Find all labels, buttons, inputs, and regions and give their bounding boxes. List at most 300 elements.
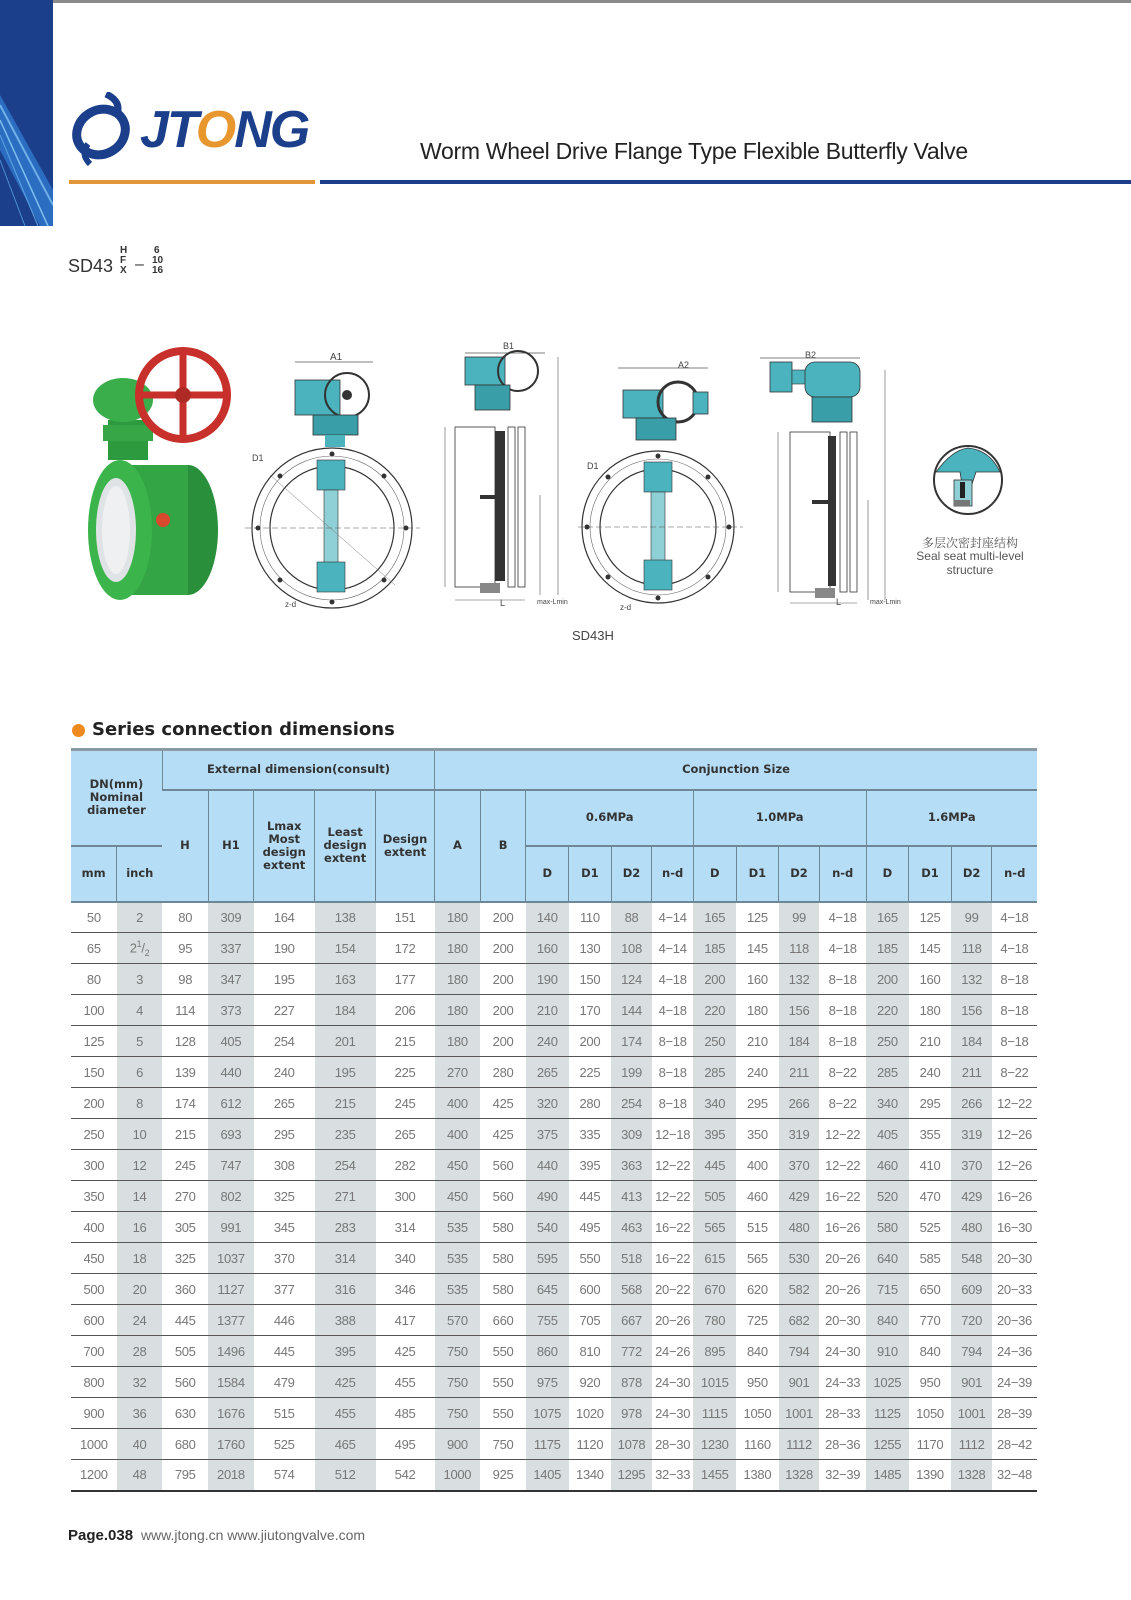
table-cell: 520 — [866, 1181, 909, 1212]
table-cell: 515 — [736, 1212, 779, 1243]
header-16-d1: D1 — [909, 846, 952, 902]
table-cell: 1037 — [208, 1243, 254, 1274]
table-cell: $2^1/_2$ — [117, 933, 163, 964]
table-cell: 1255 — [866, 1429, 909, 1460]
table-cell: 550 — [480, 1336, 526, 1367]
seat-option-f: F — [120, 255, 127, 266]
table-cell: 20−30 — [992, 1243, 1037, 1274]
header-16-d2: D2 — [951, 846, 992, 902]
table-cell: 770 — [909, 1305, 952, 1336]
table-row — [71, 1181, 1037, 1212]
table-cell: 24−30 — [652, 1367, 694, 1398]
table-cell: 1015 — [693, 1367, 736, 1398]
table-cell: 309 — [208, 902, 254, 933]
table-cell: 1025 — [866, 1367, 909, 1398]
table-cell: 1001 — [779, 1398, 820, 1429]
table-cell: 16−22 — [652, 1243, 694, 1274]
table-cell: 16−22 — [819, 1181, 866, 1212]
table-cell: 250 — [693, 1026, 736, 1057]
top-border — [0, 0, 1131, 3]
table-cell: 180 — [909, 995, 952, 1026]
table-cell: 316 — [315, 1274, 376, 1305]
header-06-nd: n-d — [652, 846, 694, 902]
table-cell: 500 — [71, 1274, 117, 1305]
table-cell: 4−18 — [992, 933, 1037, 964]
table-cell: 12−22 — [819, 1119, 866, 1150]
table-cell: 910 — [866, 1336, 909, 1367]
table-cell: 210 — [526, 995, 569, 1026]
table-cell: 28−39 — [992, 1398, 1037, 1429]
table-cell: 195 — [315, 1057, 376, 1088]
table-cell: 370 — [951, 1150, 992, 1181]
table-cell: 110 — [569, 902, 612, 933]
table-cell: 16−22 — [652, 1212, 694, 1243]
table-cell: 580 — [480, 1212, 526, 1243]
table-cell: 542 — [376, 1460, 435, 1491]
table-cell: 450 — [435, 1181, 481, 1212]
table-cell: 373 — [208, 995, 254, 1026]
table-cell: 900 — [71, 1398, 117, 1429]
table-cell: 151 — [376, 902, 435, 933]
table-cell: 600 — [569, 1274, 612, 1305]
table-cell: 495 — [376, 1429, 435, 1460]
table-cell: 12−18 — [652, 1119, 694, 1150]
side-view-drawing-b1 — [440, 345, 565, 615]
table-cell: 16 — [117, 1212, 163, 1243]
table-cell: 12−22 — [652, 1150, 694, 1181]
header-16-d: D — [866, 846, 909, 902]
table-cell: 160 — [736, 964, 779, 995]
table-cell: 340 — [376, 1243, 435, 1274]
table-cell: 460 — [866, 1150, 909, 1181]
table-cell: 295 — [736, 1088, 779, 1119]
table-cell: 991 — [208, 1212, 254, 1243]
dim-label-d1-b: D1 — [587, 461, 599, 471]
table-row — [71, 1460, 1037, 1491]
table-cell: 180 — [435, 964, 481, 995]
table-cell: 28−33 — [819, 1398, 866, 1429]
table-cell: 700 — [71, 1336, 117, 1367]
table-cell: 460 — [736, 1181, 779, 1212]
table-cell: 145 — [736, 933, 779, 964]
table-cell: 180 — [736, 995, 779, 1026]
table-cell: 1390 — [909, 1460, 952, 1491]
table-cell: 363 — [611, 1150, 652, 1181]
table-cell: 20−22 — [652, 1274, 694, 1305]
section-title: Series connection dimensions — [92, 719, 395, 740]
table-cell: 266 — [951, 1088, 992, 1119]
table-cell: 99 — [779, 902, 820, 933]
table-cell: 8 — [117, 1088, 163, 1119]
table-cell: 682 — [779, 1305, 820, 1336]
table-cell: 680 — [162, 1429, 208, 1460]
table-cell: 254 — [611, 1088, 652, 1119]
table-cell: 750 — [435, 1367, 481, 1398]
table-cell: 413 — [611, 1181, 652, 1212]
table-cell: 1200 — [71, 1460, 117, 1491]
table-cell: 245 — [376, 1088, 435, 1119]
table-cell: 780 — [693, 1305, 736, 1336]
table-cell: 1112 — [951, 1429, 992, 1460]
table-cell: 747 — [208, 1150, 254, 1181]
table-cell: 201 — [315, 1026, 376, 1057]
table-cell: 1120 — [569, 1429, 612, 1460]
table-cell: 28 — [117, 1336, 163, 1367]
table-cell: 1485 — [866, 1460, 909, 1491]
table-cell: 215 — [376, 1026, 435, 1057]
page-title: Worm Wheel Drive Flange Type Flexible Butterfly Valve — [420, 138, 968, 164]
table-cell: 548 — [951, 1243, 992, 1274]
table-cell: 200 — [866, 964, 909, 995]
table-cell: 283 — [315, 1212, 376, 1243]
table-cell: 211 — [951, 1057, 992, 1088]
table-cell: 8−18 — [652, 1026, 694, 1057]
table-cell: 410 — [909, 1150, 952, 1181]
table-cell: 574 — [254, 1460, 315, 1491]
table-cell: 265 — [376, 1119, 435, 1150]
table-cell: 150 — [71, 1057, 117, 1088]
table-cell: 350 — [736, 1119, 779, 1150]
table-cell: 800 — [71, 1367, 117, 1398]
table-cell: 200 — [480, 964, 526, 995]
table-cell: 300 — [376, 1181, 435, 1212]
pressure-option-16: 16 — [152, 265, 164, 276]
table-cell: 580 — [480, 1243, 526, 1274]
table-cell: 195 — [254, 964, 315, 995]
table-cell: 285 — [693, 1057, 736, 1088]
table-cell: 65 — [71, 933, 117, 964]
table-cell: 1170 — [909, 1429, 952, 1460]
table-cell: 377 — [254, 1274, 315, 1305]
table-cell: 125 — [71, 1026, 117, 1057]
table-cell: 612 — [208, 1088, 254, 1119]
table-cell: 125 — [736, 902, 779, 933]
table-cell: 32−39 — [819, 1460, 866, 1491]
table-cell: 24−30 — [652, 1398, 694, 1429]
table-cell: 350 — [71, 1181, 117, 1212]
table-cell: 8−18 — [819, 964, 866, 995]
table-cell: 266 — [779, 1088, 820, 1119]
seat-option-h: H — [120, 245, 128, 256]
table-cell: 20−26 — [819, 1243, 866, 1274]
table-cell: 164 — [254, 902, 315, 933]
table-cell: 480 — [951, 1212, 992, 1243]
header-0-6mpa: 0.6MPa — [526, 790, 694, 846]
dim-label-a1: A1 — [330, 352, 343, 363]
table-row — [71, 1119, 1037, 1150]
table-cell: 270 — [435, 1057, 481, 1088]
table-cell: 1760 — [208, 1429, 254, 1460]
table-cell: 300 — [71, 1150, 117, 1181]
table-row — [71, 1274, 1037, 1305]
table-cell: 560 — [162, 1367, 208, 1398]
table-cell: 337 — [208, 933, 254, 964]
table-cell: 88 — [611, 902, 652, 933]
table-cell: 6 — [117, 1057, 163, 1088]
table-cell: 180 — [435, 902, 481, 933]
table-row — [71, 1367, 1037, 1398]
table-cell: 14 — [117, 1181, 163, 1212]
table-cell: 325 — [162, 1243, 208, 1274]
table-cell: 32 — [117, 1367, 163, 1398]
dim-label-b1: B1 — [503, 341, 515, 351]
table-cell: 12−26 — [992, 1119, 1037, 1150]
table-cell: 755 — [526, 1305, 569, 1336]
table-cell: 174 — [162, 1088, 208, 1119]
table-cell: 725 — [736, 1305, 779, 1336]
table-cell: 12 — [117, 1150, 163, 1181]
table-cell: 170 — [569, 995, 612, 1026]
table-cell: 180 — [435, 995, 481, 1026]
table-cell: 1295 — [611, 1460, 652, 1491]
table-cell: 560 — [480, 1150, 526, 1181]
header-conjunction: Conjunction Size — [435, 750, 1037, 790]
table-cell: 550 — [569, 1243, 612, 1274]
table-cell: 450 — [71, 1243, 117, 1274]
table-cell: 99 — [951, 902, 992, 933]
table-cell: 347 — [208, 964, 254, 995]
table-cell: 8−18 — [819, 1026, 866, 1057]
table-cell: 280 — [480, 1057, 526, 1088]
table-cell: 32−48 — [992, 1460, 1037, 1491]
header-lmax: Lmax Most design extent — [254, 790, 315, 902]
table-cell: 24−36 — [992, 1336, 1037, 1367]
table-cell: 1075 — [526, 1398, 569, 1429]
page-number: Page.038 — [68, 1527, 134, 1544]
table-cell: 450 — [435, 1150, 481, 1181]
table-cell: 139 — [162, 1057, 208, 1088]
table-cell: 525 — [254, 1429, 315, 1460]
table-cell: 40 — [117, 1429, 163, 1460]
table-cell: 2 — [117, 902, 163, 933]
dim-label-zd: z-d — [285, 600, 297, 609]
header-h1: H1 — [208, 790, 254, 902]
table-cell: 445 — [569, 1181, 612, 1212]
table-cell: 470 — [909, 1181, 952, 1212]
pressure-option-6: 6 — [154, 245, 160, 256]
table-cell: 395 — [315, 1336, 376, 1367]
table-cell: 645 — [526, 1274, 569, 1305]
table-cell: 80 — [162, 902, 208, 933]
table-cell: 950 — [736, 1367, 779, 1398]
table-cell: 455 — [376, 1367, 435, 1398]
table-cell: 580 — [866, 1212, 909, 1243]
table-row — [71, 1398, 1037, 1429]
header-design: Design extent — [376, 790, 435, 902]
table-cell: 4−18 — [992, 902, 1037, 933]
table-cell: 860 — [526, 1336, 569, 1367]
table-cell: 200 — [693, 964, 736, 995]
table-cell: 12−22 — [992, 1088, 1037, 1119]
table-cell: 615 — [693, 1243, 736, 1274]
table-cell: 640 — [866, 1243, 909, 1274]
table-cell: 154 — [315, 933, 376, 964]
seat-option-x: X — [120, 265, 127, 276]
table-cell: 206 — [376, 995, 435, 1026]
table-row — [71, 1212, 1037, 1243]
table-cell: 160 — [909, 964, 952, 995]
table-row — [71, 1243, 1037, 1274]
table-cell: 124 — [611, 964, 652, 995]
table-cell: 200 — [480, 995, 526, 1026]
seal-detail-icon — [932, 444, 1004, 516]
table-cell: 80 — [71, 964, 117, 995]
table-cell: 355 — [909, 1119, 952, 1150]
table-cell: 128 — [162, 1026, 208, 1057]
header-10-nd: n-d — [819, 846, 866, 902]
table-cell: 620 — [736, 1274, 779, 1305]
header-1-0mpa: 1.0MPa — [693, 790, 866, 846]
table-cell: 425 — [480, 1119, 526, 1150]
table-cell: 840 — [866, 1305, 909, 1336]
table-cell: 750 — [435, 1398, 481, 1429]
table-cell: 200 — [480, 933, 526, 964]
table-cell: 8−22 — [819, 1057, 866, 1088]
table-cell: 840 — [909, 1336, 952, 1367]
table-cell: 1676 — [208, 1398, 254, 1429]
side-view-drawing-b2 — [760, 350, 895, 615]
table-cell: 240 — [736, 1057, 779, 1088]
table-cell: 138 — [315, 902, 376, 933]
table-cell: 144 — [611, 995, 652, 1026]
table-cell: 114 — [162, 995, 208, 1026]
table-cell: 314 — [376, 1212, 435, 1243]
table-row — [71, 1429, 1037, 1460]
table-cell: 667 — [611, 1305, 652, 1336]
table-cell: 240 — [254, 1057, 315, 1088]
table-cell: 200 — [569, 1026, 612, 1057]
table-cell: 118 — [951, 933, 992, 964]
table-cell: 429 — [951, 1181, 992, 1212]
table-row — [71, 995, 1037, 1026]
table-cell: 550 — [480, 1367, 526, 1398]
header-06-d2: D2 — [611, 846, 652, 902]
table-cell: 1328 — [951, 1460, 992, 1491]
table-cell: 28−42 — [992, 1429, 1037, 1460]
table-cell: 265 — [254, 1088, 315, 1119]
table-cell: 295 — [909, 1088, 952, 1119]
seal-caption-en — [895, 549, 1045, 577]
table-cell: 325 — [254, 1181, 315, 1212]
seal-caption-en-line1: Seal seat multi-level — [916, 549, 1024, 563]
header-16-nd: n-d — [992, 846, 1037, 902]
table-cell: 445 — [254, 1336, 315, 1367]
table-cell: 1328 — [779, 1460, 820, 1491]
table-cell: 505 — [693, 1181, 736, 1212]
table-cell: 4−18 — [819, 902, 866, 933]
section-bullet-icon — [72, 724, 85, 737]
table-row — [71, 1150, 1037, 1181]
table-cell: 400 — [435, 1088, 481, 1119]
table-cell: 16−30 — [992, 1212, 1037, 1243]
table-cell: 582 — [779, 1274, 820, 1305]
table-cell: 693 — [208, 1119, 254, 1150]
table-cell: 285 — [866, 1057, 909, 1088]
table-cell: 750 — [435, 1336, 481, 1367]
logo-swirl-icon — [68, 92, 138, 167]
table-cell: 95 — [162, 933, 208, 964]
dim-label-a2: A2 — [678, 360, 690, 370]
table-cell: 130 — [569, 933, 612, 964]
table-cell: 4−18 — [819, 933, 866, 964]
table-cell: 245 — [162, 1150, 208, 1181]
table-cell: 580 — [480, 1274, 526, 1305]
table-row — [71, 1336, 1037, 1367]
dimensions-table — [71, 748, 1037, 1492]
table-cell: 1175 — [526, 1429, 569, 1460]
header-least: Least design extent — [315, 790, 376, 902]
table-cell: 595 — [526, 1243, 569, 1274]
table-cell: 950 — [909, 1367, 952, 1398]
table-cell: 505 — [162, 1336, 208, 1367]
table-cell: 400 — [71, 1212, 117, 1243]
table-row — [71, 964, 1037, 995]
table-cell: 156 — [779, 995, 820, 1026]
table-cell: 346 — [376, 1274, 435, 1305]
table-cell: 1000 — [435, 1460, 481, 1491]
table-cell: 878 — [611, 1367, 652, 1398]
header-10-d2: D2 — [779, 846, 820, 902]
table-cell: 1380 — [736, 1460, 779, 1491]
table-cell: 48 — [117, 1460, 163, 1491]
table-cell: 24−26 — [652, 1336, 694, 1367]
table-cell: 8−18 — [992, 1026, 1037, 1057]
table-cell: 200 — [71, 1088, 117, 1119]
table-cell: 4−18 — [652, 995, 694, 1026]
table-cell: 211 — [779, 1057, 820, 1088]
table-cell: 445 — [162, 1305, 208, 1336]
table-cell: 20−26 — [652, 1305, 694, 1336]
table-cell: 309 — [611, 1119, 652, 1150]
table-cell: 795 — [162, 1460, 208, 1491]
table-cell: 395 — [569, 1150, 612, 1181]
model-dash: – — [135, 256, 144, 273]
table-cell: 132 — [779, 964, 820, 995]
table-cell: 585 — [909, 1243, 952, 1274]
table-cell: 254 — [254, 1026, 315, 1057]
table-cell: 227 — [254, 995, 315, 1026]
header-dn: DN(mm) Nominal diameter — [71, 750, 162, 846]
table-cell: 305 — [162, 1212, 208, 1243]
table-cell: 270 — [162, 1181, 208, 1212]
header-10-d1: D1 — [736, 846, 779, 902]
dim-label-lmax-b: max-Lmin — [870, 599, 901, 606]
table-cell: 750 — [480, 1429, 526, 1460]
table-cell: 200 — [480, 902, 526, 933]
table-cell: 570 — [435, 1305, 481, 1336]
table-cell: 794 — [779, 1336, 820, 1367]
header-b: B — [480, 790, 526, 902]
dim-label-d1: D1 — [252, 453, 264, 463]
table-cell: 156 — [951, 995, 992, 1026]
header-06-d1: D1 — [569, 846, 612, 902]
table-cell: 455 — [315, 1398, 376, 1429]
table-cell: 20−33 — [992, 1274, 1037, 1305]
table-cell: 145 — [909, 933, 952, 964]
table-cell: 1127 — [208, 1274, 254, 1305]
table-cell: 925 — [480, 1460, 526, 1491]
table-cell: 240 — [909, 1057, 952, 1088]
header-inch: inch — [117, 846, 163, 902]
table-cell: 3 — [117, 964, 163, 995]
table-cell: 4−18 — [652, 964, 694, 995]
table-cell: 1050 — [909, 1398, 952, 1429]
table-cell: 190 — [526, 964, 569, 995]
table-cell: 16−26 — [819, 1212, 866, 1243]
table-cell: 425 — [315, 1367, 376, 1398]
table-cell: 1078 — [611, 1429, 652, 1460]
front-view-drawing-a2 — [578, 362, 743, 617]
